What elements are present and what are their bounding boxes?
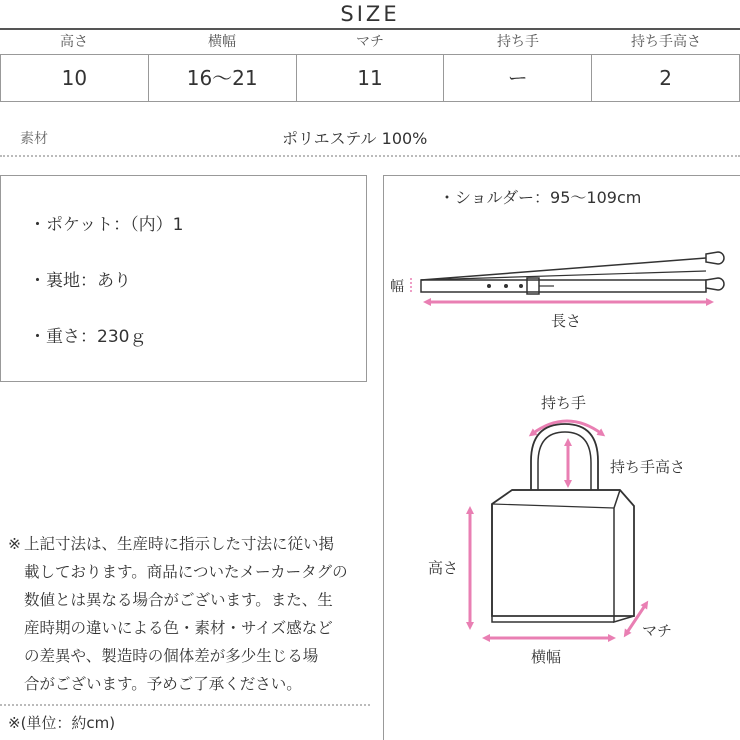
value-gusset: 11 [296,55,444,101]
detail-pocket: ・ポケット：（内）1 [29,215,184,235]
detail-weight: ・重さ：230ｇ [29,327,147,347]
note-line: 載しております。商品についたメーカータグの [24,563,348,581]
size-table [0,28,740,102]
details-box [0,175,367,382]
value-height: 10 [0,55,148,101]
strap-illustration [421,252,724,294]
material-row [0,122,740,154]
gusset-label: マチ [642,622,673,640]
header-handle-height: 持ち手高さ [631,34,701,50]
handle-height-label: 持ち手高さ [610,458,686,476]
value-handle: ー [443,55,591,101]
material-label: 素材 [20,131,48,147]
dotted-divider [0,155,740,157]
note-line: 上記寸法は、生産時に指示した寸法に従い掲 [24,535,335,553]
handle-label: 持ち手 [541,394,587,412]
shoulder-label: ・ショルダー：95〜109cm [439,188,642,207]
material-value: ポリエステル 100% [282,129,428,148]
bag-diagram [384,176,740,740]
bag-illustration [492,424,634,622]
value-width: 16〜21 [148,55,296,101]
note-block [8,530,373,698]
note-line: 産時期の違いによる色・素材・サイズ感など [24,619,333,637]
unit-note: ※(単位：約cm) [8,714,116,732]
side-width-label: 横幅 [531,648,562,666]
diagram-box [383,175,740,740]
header-height: 高さ [60,34,88,50]
header-handle: 持ち手 [497,34,539,50]
header-gusset: マチ [356,34,384,50]
note-line: の差異や、製造時の個体差が多少生じる場 [24,647,319,665]
bag-height-label: 高さ [428,559,459,577]
strap-width-label: 幅 [390,279,404,295]
size-table-values [0,54,740,102]
value-handle-height: 2 [591,55,740,101]
size-title: SIZE [340,2,400,26]
note-line: 数値とは異なる場合がございます。また、生 [24,591,333,609]
size-table-header [0,30,740,54]
note-line: 合がございます。予めご了承ください。 [24,675,302,693]
detail-lining: ・裏地：あり [29,271,131,291]
note-divider [0,704,370,706]
header-width: 横幅 [208,34,236,50]
strap-length-label: 長さ [551,312,582,330]
note-mark: ※ [8,535,21,553]
